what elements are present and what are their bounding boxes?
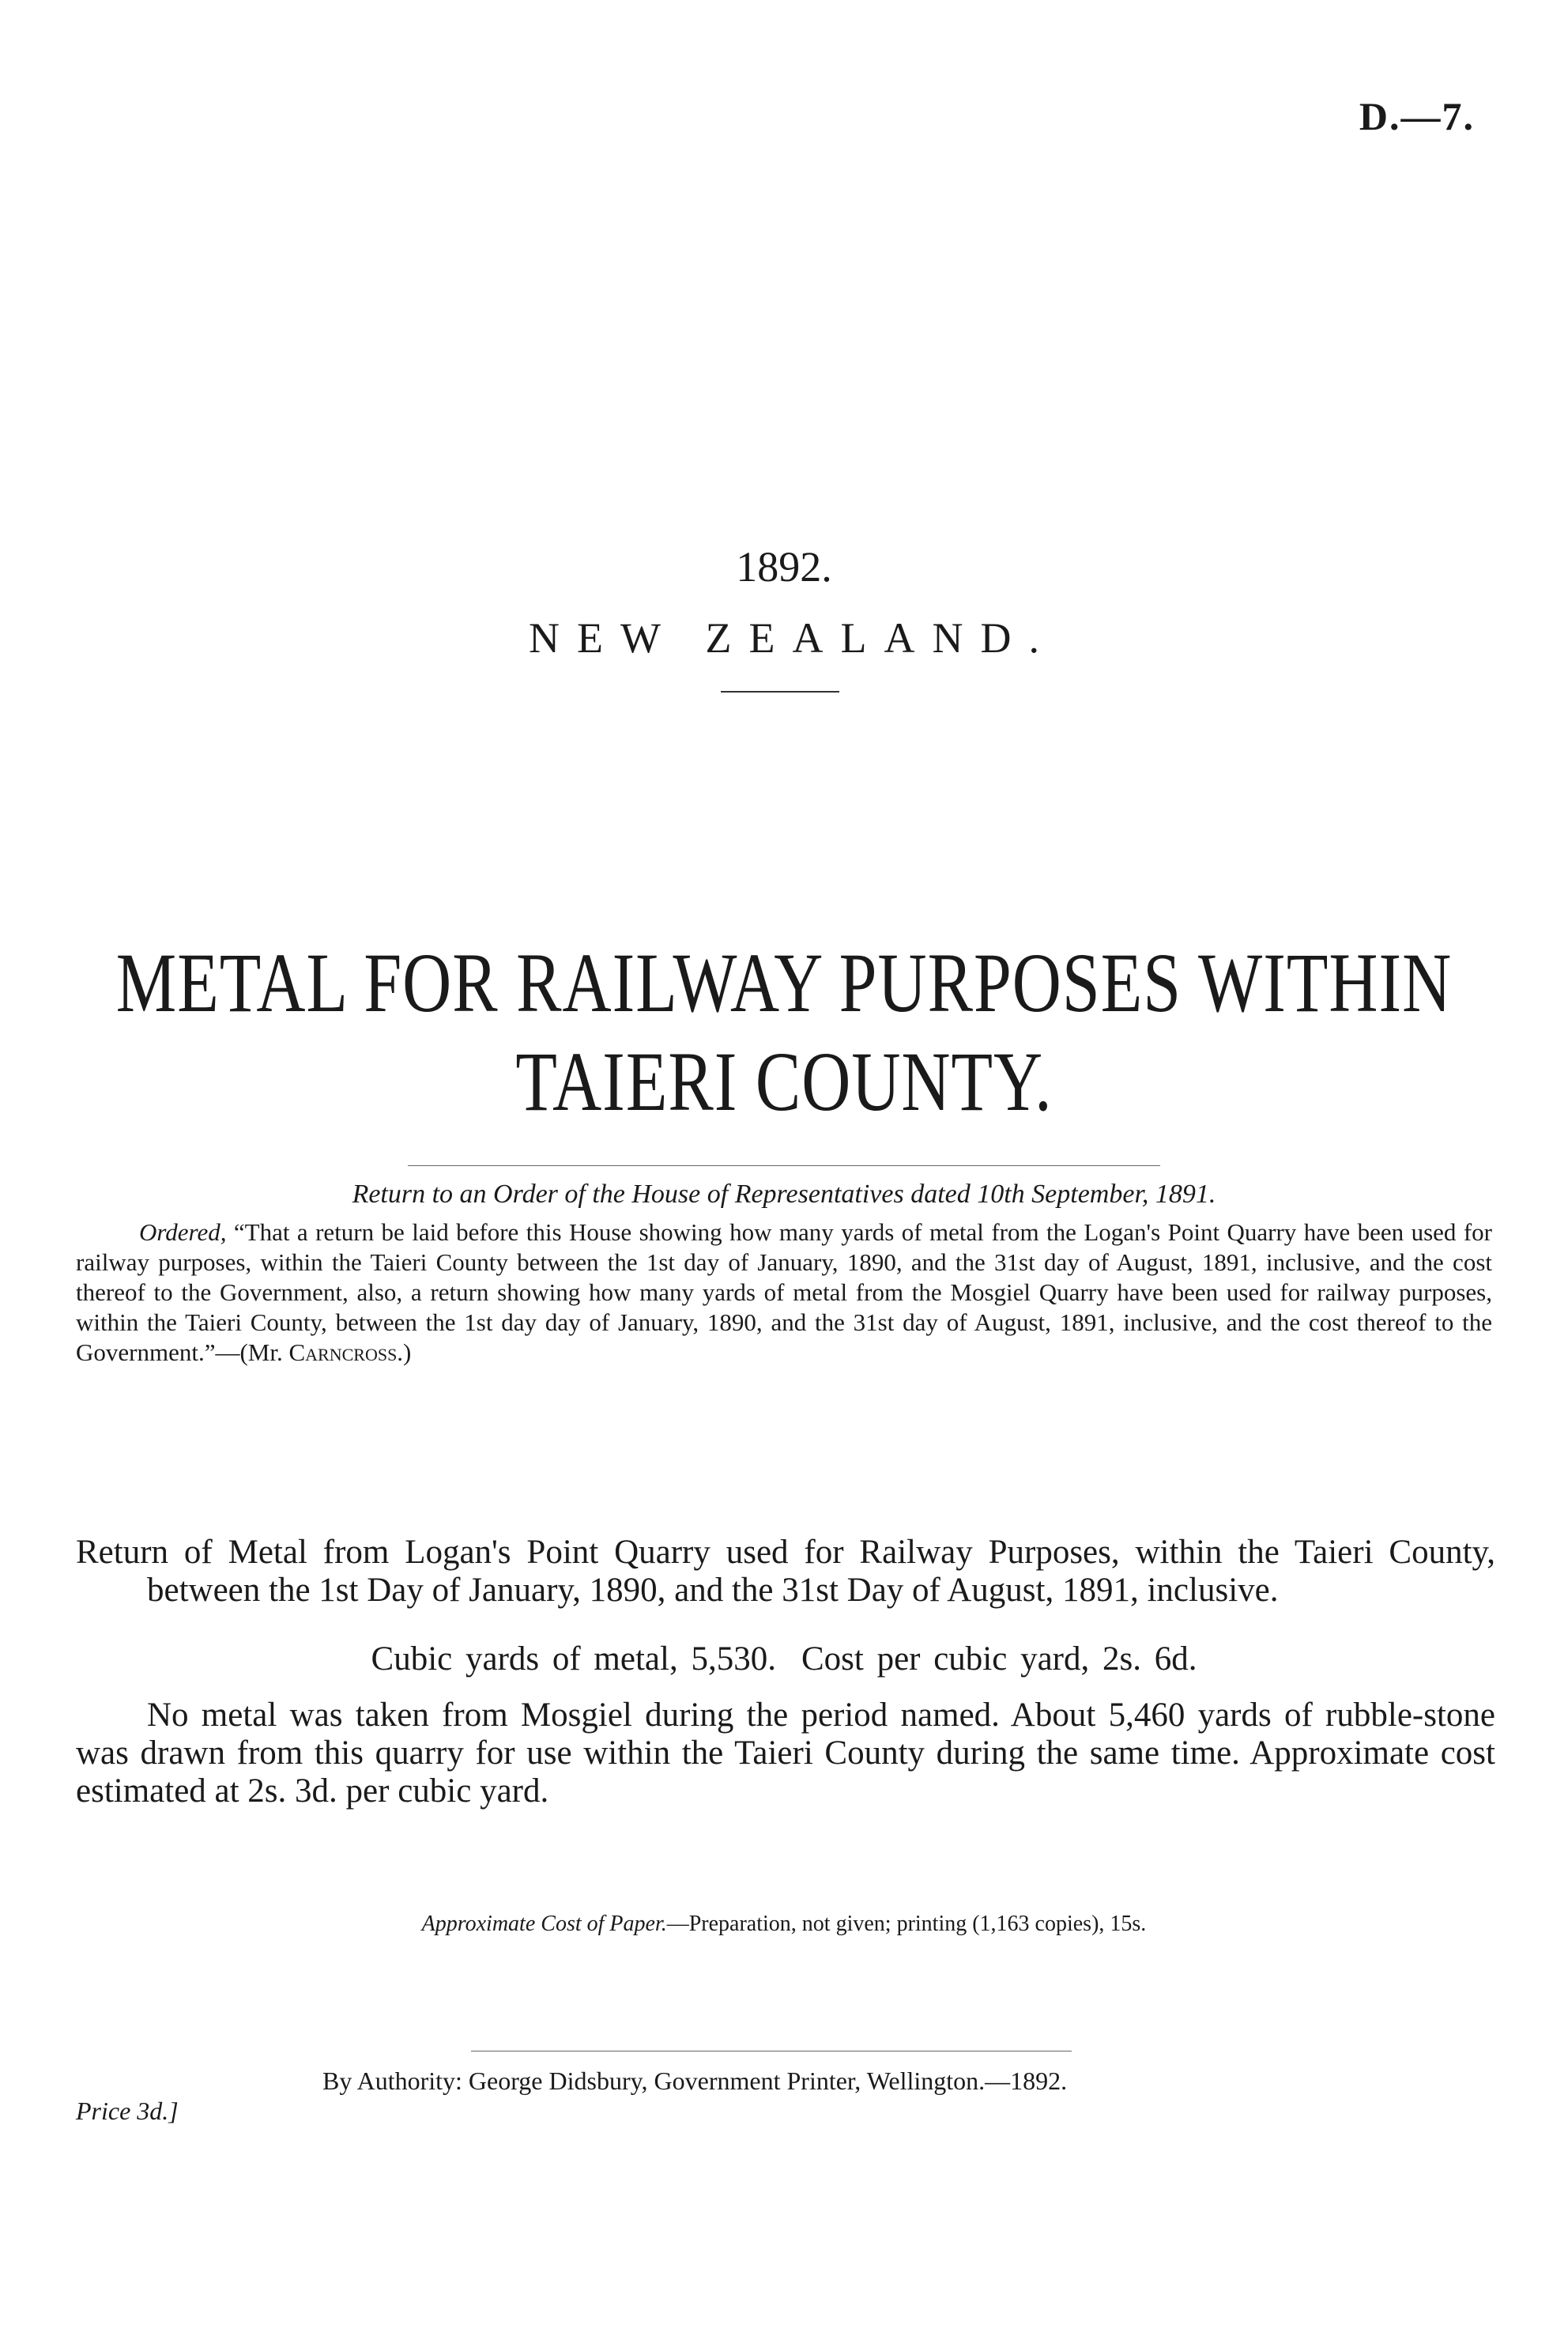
order-heading: Return to an Order of the House of Representatives dated 10th September, 1891. — [352, 1180, 1216, 1209]
publication-year: 1892. — [736, 543, 832, 591]
cost-of-paper — [0, 1912, 1568, 1937]
cost-text: —Preparation, not given; printing (1,163 copies), 15s. — [666, 1912, 1147, 1936]
document-reference: D.—7. — [1359, 94, 1475, 138]
ordered-label: Ordered, — [139, 1218, 227, 1246]
printer-authority: By Authority: George Didsbury, Government Printer, Wellington.—1892. — [322, 2067, 1068, 2095]
masthead-rule — [721, 691, 839, 693]
document-title: METAL FOR RAILWAY PURPOSES WITHIN TAIERI COUNTY. — [115, 934, 1453, 1129]
cost-per-yard: Cost per cubic yard, 2s. 6d. — [801, 1640, 1197, 1678]
order-text — [76, 1217, 1492, 1368]
mosgiel-paragraph: No metal was taken from Mosgiel during the period named. About 5,460 yards of rubble-stone was drawn from this quarry for use within the Taieri County during the same time. Approximate cost estimated at 2s. 3d. per cubic yard. — [76, 1697, 1495, 1810]
return-heading: Return of Metal from Logan's Point Quarry used for Railway Purposes, within the Taieri County, between the 1st Day of January, 1890, and the 31st Day of August, 1891, inclusive. — [76, 1534, 1495, 1609]
cost-label: Approximate Cost of Paper. — [421, 1912, 667, 1936]
cubic-yards: Cubic yards of metal, 5,530. — [371, 1640, 776, 1678]
order-rule — [408, 1165, 1160, 1166]
price: Price 3d.] — [76, 2097, 179, 2125]
metal-summary — [0, 1640, 1568, 1678]
order-body: “That a return be laid before this House showing how many yards of metal from the Logan's Point Quarry have been used for railway purposes, within the Taieri County between the 1st day of January, 1890, and the 31st day of August, 1891, inclusive, and the cost thereof to the Government, also, a return showing how many yards of metal from the Mosgiel Quarry have been used for railway purposes, within the Taieri County, between the 1st day day of January, 1890, and the 31st day of August, 1891, inclusive, and the cost thereof to the Government.”—(Mr. — [76, 1218, 1492, 1366]
country-heading: NEW ZEALAND. — [529, 614, 1057, 662]
order-mover: Carncross.) — [288, 1338, 412, 1366]
